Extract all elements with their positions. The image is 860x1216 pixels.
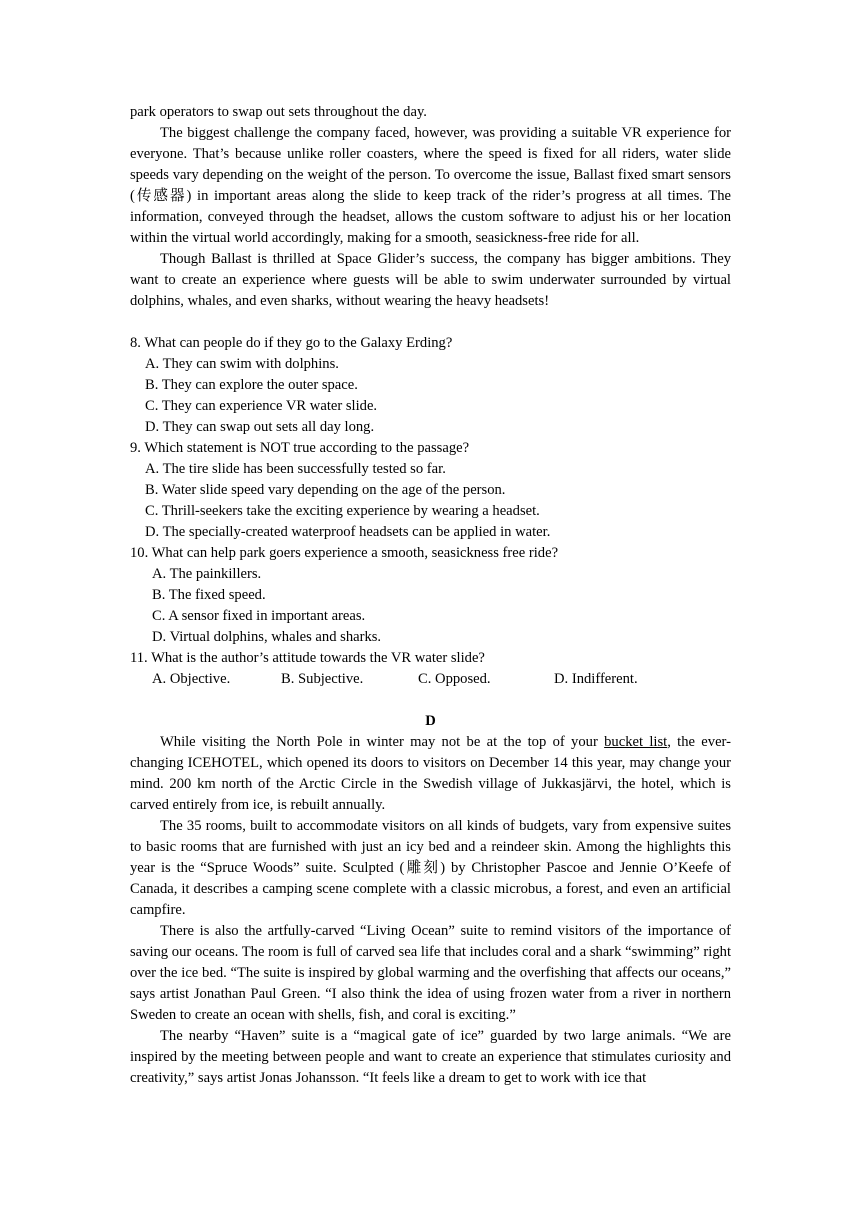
document-body <box>130 102 731 1089</box>
passage-c-paragraph: The biggest challenge the company faced, however, was providing a suitable VR experience for everyone. That’s because unlike roller coasters, where the speed is fixed for all riders, water slide speeds vary depending on the weight of the person. To overcome the issue, Ballast fixed smart sensors (传感器) in important areas along the slide to keep track of the rider’s progress at all times. The information, conveyed through the headset, allows the custom software to adjust his or her location within the virtual world accordingly, making for a smooth, seasickness-free ride for all. <box>130 125 731 246</box>
question-10 <box>130 543 731 648</box>
option-row <box>130 669 731 690</box>
option-a: A. The tire slide has been successfully tested so far. <box>145 461 446 477</box>
option-d: D. The specially-created waterproof headsets can be applied in water. <box>145 524 551 540</box>
section-heading: D <box>425 713 436 729</box>
option-d: D. Virtual dolphins, whales and sharks. <box>152 629 382 645</box>
option-c: C. Thrill-seekers take the exciting experience by wearing a headset. <box>145 503 540 519</box>
question-11 <box>130 648 731 690</box>
option-d: D. They can swap out sets all day long. <box>145 419 375 435</box>
option-c: C. Opposed. <box>418 671 491 687</box>
option-d: D. Indifferent. <box>554 671 638 687</box>
question-stem: 8. What can people do if they go to the Galaxy Erding? <box>130 335 453 351</box>
paragraph-text: While visiting the North Pole in winter may not be at the top of your <box>160 734 605 750</box>
question-9 <box>130 438 731 543</box>
option-b: B. They can explore the outer space. <box>145 377 358 393</box>
passage-d-paragraph: There is also the artfully-carved “Living Ocean” suite to remind visitors of the importance of saving our oceans. The room is full of carved sea life that includes coral and a shark “swimming” right over the ice bed. “The suite is inspired by global warming and the overfishing that affects our oceans,” says artist Jonathan Paul Green. “I also think the idea of using frozen water from a river in northern Sweden to create an ocean with shells, fish, and coral is exciting.” <box>130 923 731 1023</box>
option-a: A. Objective. <box>152 671 231 687</box>
option-a: A. The painkillers. <box>152 566 262 582</box>
passage-d-paragraph: The nearby “Haven” suite is a “magical gate of ice” guarded by two large animals. “We are inspired by the meeting between people and want to create an experience that stimulates curiosity and creativity,” says artist Jonas Johansson. “It feels like a dream to get to work with ice that <box>130 1028 731 1086</box>
paragraph-text: , the ever-changing ICEHOTEL, which opened its doors to visitors on December 14 this year, may change your mind. 200 km north of the Arctic Circle in the Swedish village of Jukkasjärvi, the hotel, which is carved entirely from ice, is rebuilt annually. <box>130 734 731 813</box>
question-stem: 10. What can help park goers experience a smooth, seasickness free ride? <box>130 545 559 561</box>
passage-d-paragraph <box>130 732 731 816</box>
option-b: B. Subjective. <box>281 671 364 687</box>
passage-c-paragraph: park operators to swap out sets throughout the day. <box>130 104 427 120</box>
spacer <box>130 312 731 333</box>
option-c: C. They can experience VR water slide. <box>145 398 378 414</box>
passage-d-paragraph: The 35 rooms, built to accommodate visitors on all kinds of budgets, vary from expensive suites to basic rooms that are furnished with just an icy bed and a reindeer skin. Among the highlights this year is the “Spruce Woods” suite. Sculpted (雕刻) by Christopher Pascoe and Jennie O’Keefe of Canada, it describes a camping scene complete with a classic microbus, a forest, and even an artificial campfire. <box>130 818 731 918</box>
passage-c-paragraph: Though Ballast is thrilled at Space Glider’s success, the company has bigger ambitions. They want to create an experience where guests will be able to swim underwater surrounded by virtual dolphins, whales, and even sharks, without wearing the heavy headsets! <box>130 251 731 309</box>
question-stem: 11. What is the author’s attitude towards the VR water slide? <box>130 650 485 666</box>
spacer <box>130 690 731 711</box>
option-a: A. They can swim with dolphins. <box>145 356 339 372</box>
question-8 <box>130 333 731 438</box>
option-c: C. A sensor fixed in important areas. <box>152 608 366 624</box>
underlined-term: bucket list <box>604 734 668 750</box>
question-stem: 9. Which statement is NOT true according to the passage? <box>130 440 470 456</box>
option-b: B. Water slide speed vary depending on the age of the person. <box>145 482 506 498</box>
option-b: B. The fixed speed. <box>152 587 266 603</box>
